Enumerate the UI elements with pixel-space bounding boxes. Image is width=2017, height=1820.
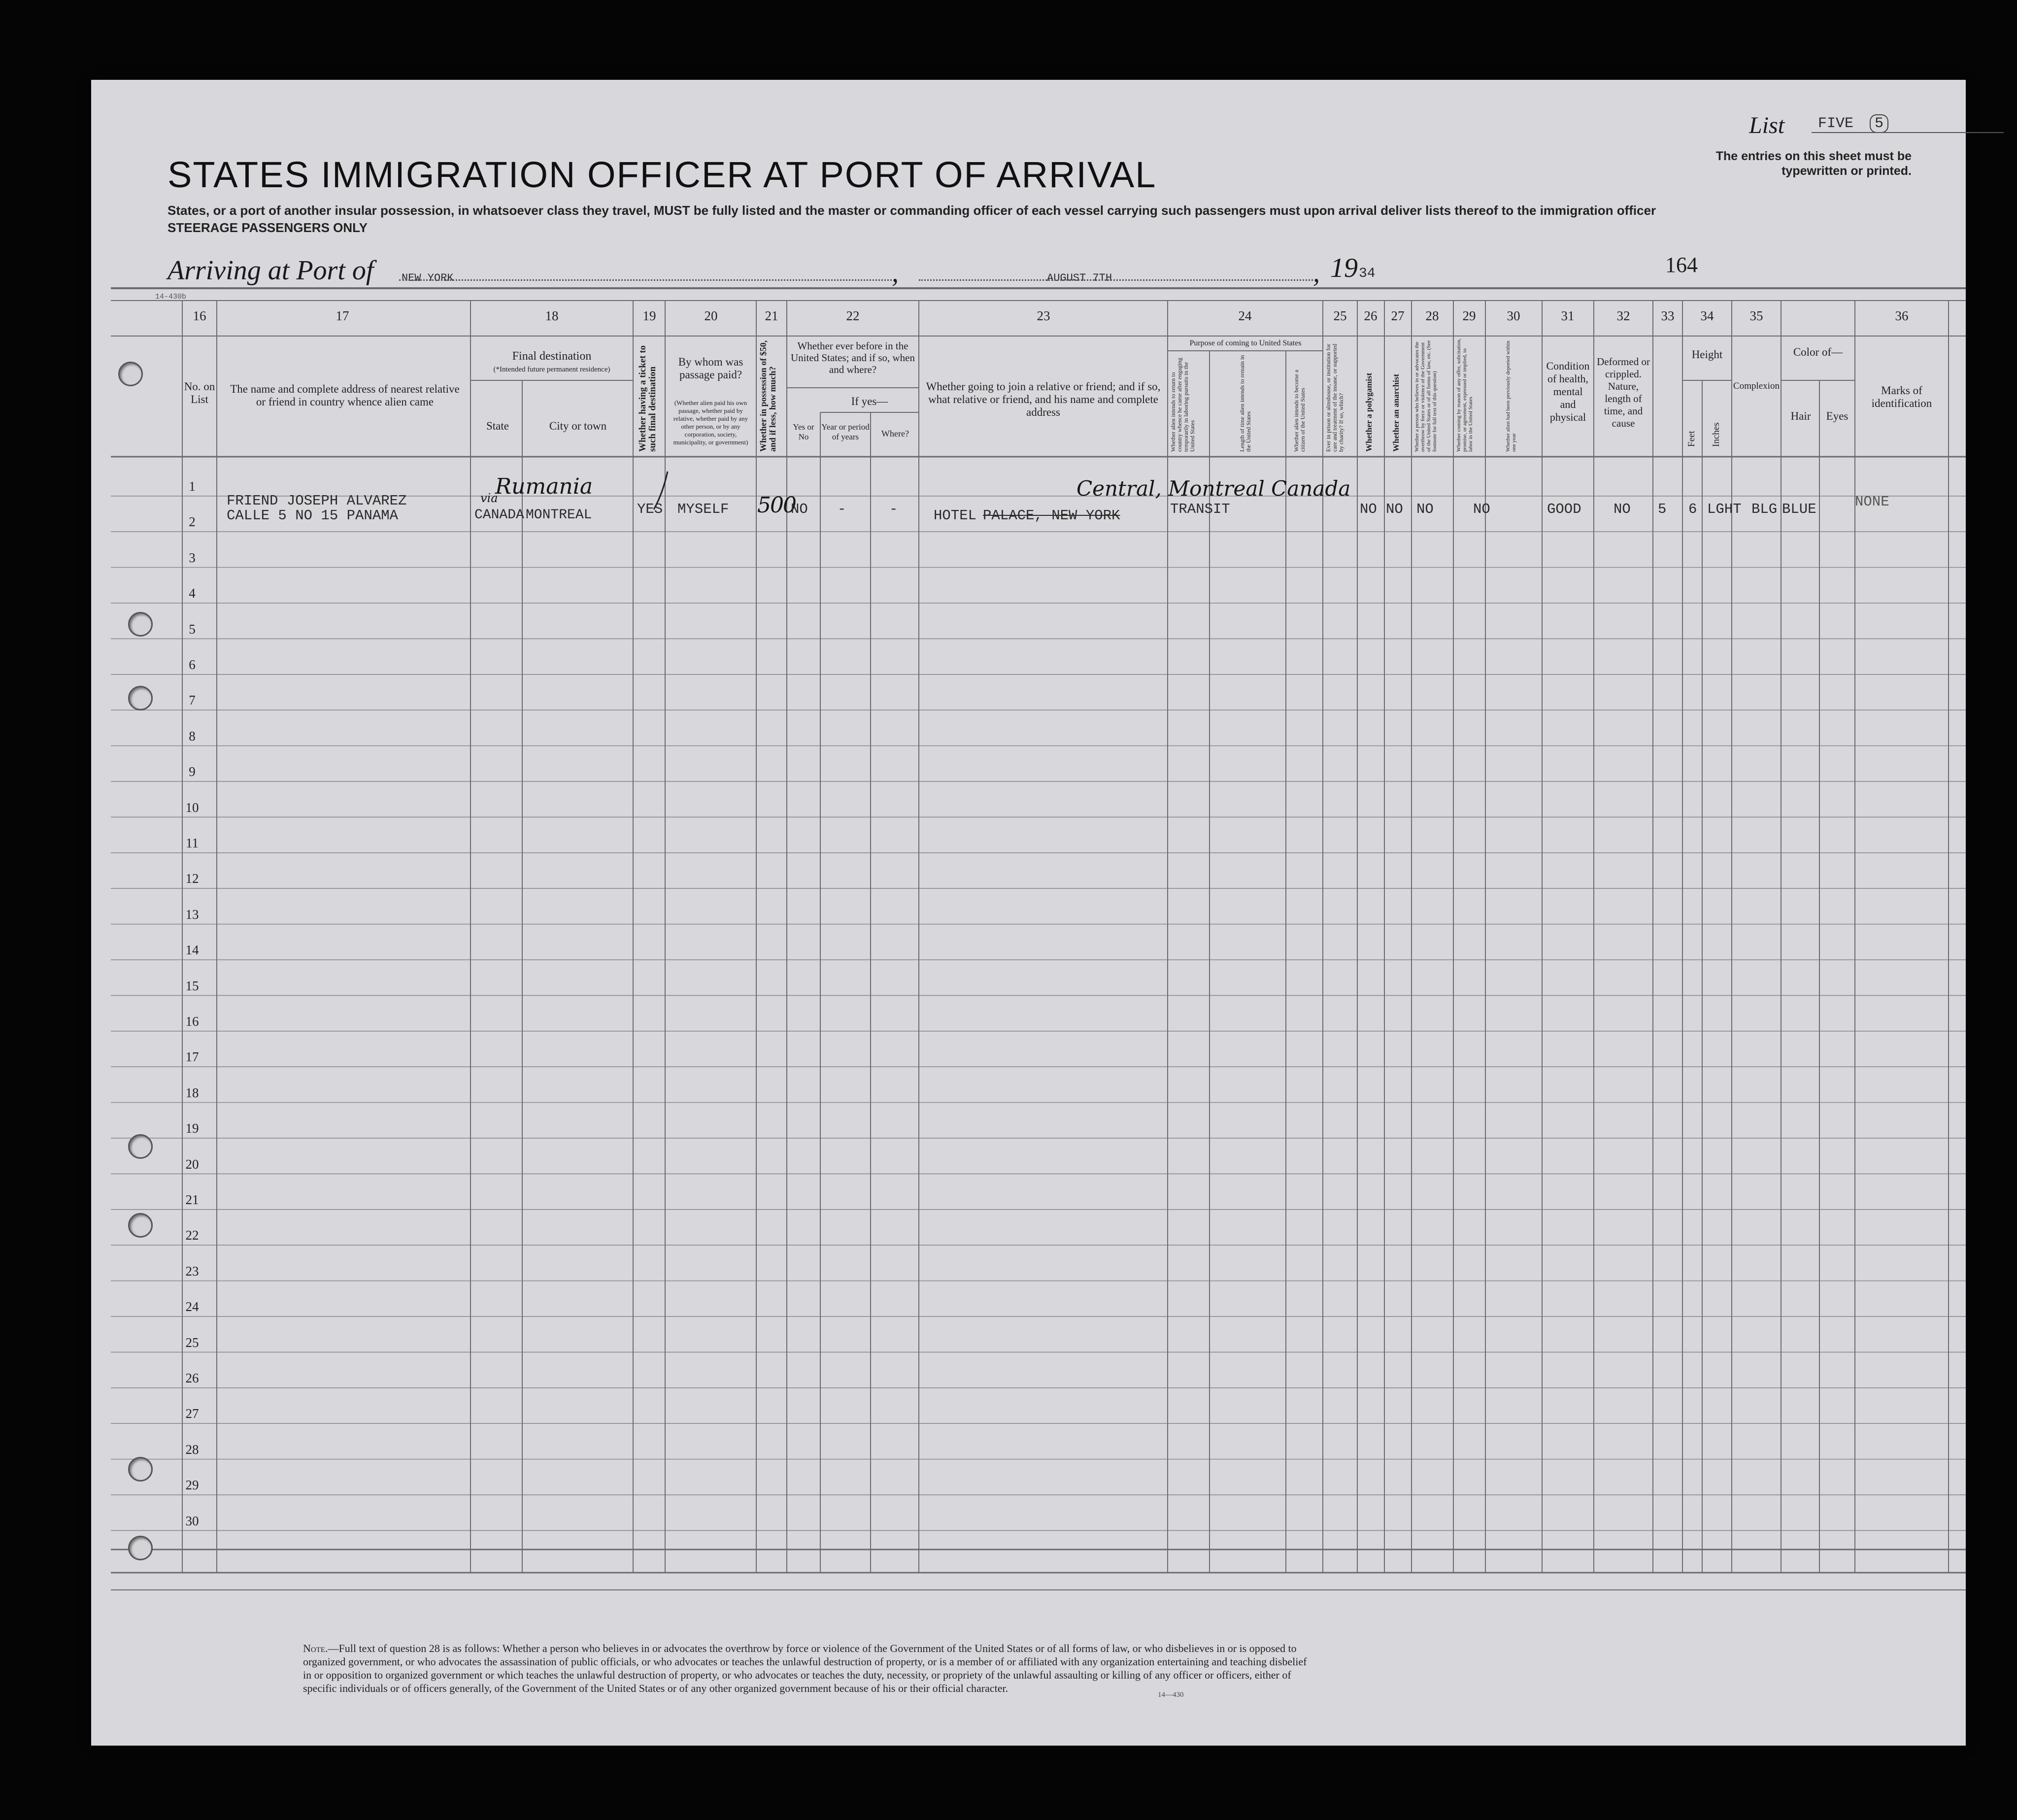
- col-num-18: 18: [545, 308, 559, 323]
- row-number: 4: [189, 586, 196, 601]
- manifest-sheet: List FIVE 5 The entries on this sheet must be typewritten or printed. STATES IMMIGRATION OFFICER AT PORT OF ARRIVAL States, or a port of another insular possession, in whatsoever class they travel, MUST be fully listed and the master or commanding officer of each vessel carrying such passengers must upon arrival deliver lists thereof to the immigration officer STEERAGE PASSENGERS ONLY Arriving at Port of NEW YORK , AUGUST 7TH , 19 34 164 14-430b 16 17 18 19 20 21 22 23 24 25 26 27 28 29 30 31 32 33 34 35 36 No. on List The name and complete address of nearest relative or friend in country whence alien came Final destination (*Intended future permanent residence) State City or town Whether having a ticket to such final destination By whom was passage paid? (Whether alien paid his own passage, whether paid by relative, whether paid by any other person, or by any corporation, society, municipality, or government) Whether in possession of $50, and if less, how much? Whether ever before in the United States; and if so, when and where? Yes or No If yes— Year or period of years Where? Whether going to join a relative or friend; and if so, what relative or friend, and his name and complete address Purpose of coming to United States Whether alien intends to return to country whence he came after engaging temporarily in laboring pursuits in the United States Length of time alien intends to remain in the United States Whether alien intends to become a citizen of the United States Ever in prison or almshouse, or institution for care and treatment of the insane, or supported by charity? If so, which? Whether a polygamist Whether an anarchist Whether a person who believes in or advocates the overthrow by force or violence of the Government of the United States or of all forms of law, etc. (See footnote for full text of this question) Whether coming by reason of any offer, solicitation, promise, or agreement, expressed or implied, to labor in the United States Whether alien had been previously deported within one year Condition of health, mental and physical Deformed or crippled. Nature, length of time, and cause Height Feet Inches Complexion Color of— Hair Eyes Marks of identification 1 2 3 4 5 6 7 8 9 10 11 12 13 14 15 16 17 18 19 20 21 22 23 24 25 26 27 28 29 30 FRIEND JOSEPH ALVAREZ CALLE 5 NO 15 PANAMA Rumania via CANADA MONTREAL YES MYSELF 500 NO - - Central, Montreal Canada HOTEL PALACE, NEW YORK TRANSIT NO NO NO NO GOOD NO 5 6 LGHT BLG BLUE NONE Note.—Full text of question 28 is as follows: Whether a person who believes in or advocates the overthrow by force or violence of the Government of the United States or of all forms of law, or who disbelieves in or is opposed to organized government, or who advocates the assassination of public officials, or who advocates or teaches the unlawful destruction of property, or is a member of or affiliated with any organization entertaining and teaching disbelief in or opposition to organized government or which teaches the unlawful destruction of property, or who advocates or teaches the duty, necessity, or propriety of the unlawful assaulting or killing of any officer or officers, either of specific individuals or of officers generally, of the Government of the United States or of any other organized government because of his or their official character. 14—430: [91, 80, 1966, 1746]
- hdr-hair: Hair: [1790, 410, 1811, 422]
- hdr-city: City or town: [549, 420, 607, 432]
- entry-handwritten-destination: Rumania: [495, 474, 593, 499]
- col-num-25: 25: [1333, 308, 1347, 323]
- arriving-label: Arriving at Port of: [168, 255, 374, 286]
- entries-note: The entries on this sheet must be typewritten or printed.: [1715, 149, 1912, 178]
- hdr-passage-paid: By whom was passage paid?: [678, 356, 743, 381]
- hdr-labor-offer: Whether coming by reason of any offer, solicitation, promise, or agreement, expressed or implied, to labor in the United States: [1456, 338, 1474, 452]
- binder-hole: [128, 1536, 153, 1560]
- binder-hole: [128, 1213, 153, 1238]
- row-number: 5: [189, 621, 196, 637]
- hdr-eyes: Eyes: [1826, 410, 1849, 422]
- entry-feet: 5: [1658, 501, 1667, 517]
- row-number: 25: [185, 1335, 199, 1350]
- list-number: 5: [1870, 114, 1888, 133]
- col-num-20: 20: [704, 308, 718, 323]
- footer-note: [303, 1642, 1313, 1695]
- entry-join-prefix: HOTEL: [934, 507, 977, 524]
- row-number: 14: [185, 943, 199, 958]
- binder-hole: [128, 612, 153, 637]
- entry-year-dash: -: [838, 501, 846, 517]
- footer-note-text: —Full text of question 28 is as follows: Whether a person who believes in or advocates the overthrow by force or violence of the Government of the United States or of all forms of law, or who disbelieves in or is opposed to organized government, or who advocates the assassination of public officials, or who advocates or teaches the unlawful destruction of property, or is a member of or affiliated with any organization entertaining and teaching disbelief in or opposition to organized government or which teaches the unlawful destruction of property, or who advocates or teaches the duty, necessity, or propriety of the unlawful assaulting or killing of any officer or officers, either of specific individuals or of officers generally, of the Government of the United States or of any other organized government because of his or their official character.: [303, 1642, 1307, 1694]
- entry-relative-line2: CALLE 5 NO 15 PANAMA: [227, 507, 399, 524]
- hdr-final-destination-note: (*Intended future permanent residence): [493, 366, 610, 373]
- row-number: 15: [185, 978, 199, 993]
- hdr-marks: Marks of identification: [1871, 384, 1932, 409]
- entry-state: CANADA: [474, 507, 524, 523]
- hdr-anarchist: Whether an anarchist: [1391, 373, 1401, 452]
- hdr-deformed: Deformed or crippled. Nature, length of time, and cause: [1597, 356, 1650, 429]
- hdr-if-yes: If yes—: [851, 395, 888, 407]
- form-title: STATES IMMIGRATION OFFICER AT PORT OF ARRIVAL: [168, 154, 1157, 195]
- hdr-ticket: Whether having a ticket to such final destination: [638, 345, 658, 452]
- binder-hole: [128, 1134, 153, 1159]
- entry-complexion: LGHT: [1707, 501, 1742, 517]
- col-num-31: 31: [1561, 308, 1575, 323]
- row-number: 30: [185, 1513, 199, 1528]
- date-value: AUGUST 7TH: [1047, 272, 1112, 284]
- entry-ticket: YES: [637, 501, 663, 517]
- col-num-19: 19: [642, 308, 656, 323]
- row-number: 19: [185, 1121, 199, 1136]
- hdr-before-in-us: Whether ever before in the United States; and if so, when and where?: [791, 340, 915, 375]
- row-number: 7: [189, 693, 196, 708]
- col-num-30: 30: [1507, 308, 1520, 323]
- row-number: 8: [189, 728, 196, 743]
- row-number: 26: [185, 1371, 199, 1385]
- entry-marks: NONE: [1855, 494, 1889, 510]
- hdr-purpose: Purpose of coming to United States: [1189, 339, 1302, 347]
- hdr-yes-or-no: Yes or No: [793, 422, 814, 441]
- entry-join-handwritten: Central, Montreal Canada: [1076, 476, 1351, 501]
- hdr-inches: Inches: [1711, 422, 1721, 447]
- instruction-line-2: STEERAGE PASSENGERS ONLY: [168, 220, 368, 235]
- entry-before-in-us: NO: [791, 501, 808, 517]
- hdr-prison: Ever in prison or almshouse, or institution for care and treatment of the insane, or supported by charity? If so, which?: [1325, 343, 1345, 452]
- row-number: 6: [189, 657, 196, 672]
- entry-health: GOOD: [1547, 501, 1581, 517]
- year-suffix: 34: [1359, 266, 1376, 281]
- col-num-35: 35: [1749, 308, 1763, 323]
- row-number: 9: [189, 764, 196, 779]
- form-number-top: 14-430b: [155, 293, 187, 301]
- hdr-join-relative: Whether going to join a relative or friend; and if so, what relative or friend, and his name and complete address: [926, 380, 1161, 418]
- port-value: NEW YORK: [402, 272, 454, 284]
- col-num-16: 16: [193, 308, 206, 323]
- col-num-21: 21: [765, 308, 778, 323]
- entry-paid-by: MYSELF: [677, 501, 729, 517]
- footer-form-number: 14—430: [1158, 1691, 1184, 1699]
- year-prefix: 19: [1330, 253, 1358, 283]
- row-number: 21: [185, 1192, 199, 1207]
- col-num-27: 27: [1391, 308, 1405, 323]
- row-number: 18: [185, 1085, 199, 1100]
- hdr-deported: Whether alien had been previously deported within one year: [1505, 340, 1517, 452]
- hdr-money: Whether in possession of $50, and if less, how much?: [758, 340, 777, 452]
- entry-city: MONTREAL: [526, 507, 592, 523]
- hdr-final-destination: Final destination: [512, 350, 592, 363]
- row-number: 10: [185, 800, 199, 815]
- col-num-23: 23: [1037, 308, 1050, 323]
- hdr-height: Height: [1691, 348, 1723, 361]
- row-number: 13: [185, 907, 199, 922]
- hdr-purpose-length: Length of time alien intends to remain in the United States: [1239, 355, 1252, 452]
- hdr-no-on-list: No. on List: [184, 380, 215, 405]
- hdr-polygamist: Whether a polygamist: [1364, 372, 1374, 452]
- col-num-26: 26: [1364, 308, 1378, 323]
- entry-labor-offer: NO: [1473, 501, 1490, 517]
- hdr-where: Where?: [881, 429, 909, 438]
- binder-hole: [128, 1457, 153, 1482]
- entry-polygamist: NO: [1360, 501, 1377, 517]
- binder-hole: [128, 686, 153, 710]
- entry-handwritten-via: via: [480, 491, 498, 505]
- col-num-33: 33: [1661, 308, 1675, 323]
- entry-deformed: NO: [1614, 501, 1631, 517]
- entry-purpose: TRANSIT: [1170, 501, 1230, 517]
- list-label: List: [1749, 112, 1785, 138]
- row-number: 29: [185, 1478, 199, 1493]
- col-num-36: 36: [1895, 308, 1909, 323]
- row-number: 17: [185, 1049, 199, 1065]
- hdr-state: State: [486, 420, 509, 432]
- hdr-year-period: Year or period of years: [821, 422, 870, 441]
- entry-inches: 6: [1688, 501, 1697, 517]
- entry-join-struck: PALACE, NEW YORK: [983, 507, 1120, 524]
- col-num-17: 17: [336, 308, 349, 323]
- hdr-health: Condition of health, mental and physical: [1546, 360, 1590, 423]
- row-number: 23: [185, 1263, 199, 1279]
- hdr-purpose-citizen: Whether alien intends to become a citizen of the United States: [1293, 370, 1306, 452]
- col-num-32: 32: [1616, 308, 1630, 323]
- row-number: 3: [189, 550, 196, 565]
- hdr-color-of: Color of—: [1793, 346, 1843, 358]
- entry-money: 500: [757, 493, 796, 518]
- col-num-24: 24: [1238, 308, 1252, 323]
- entry-where-dash: -: [889, 501, 898, 517]
- col-num-28: 28: [1425, 308, 1439, 323]
- page-number: 164: [1665, 253, 1698, 277]
- hdr-purpose-return: Whether alien intends to return to country whence he came after engaging temporarily in laboring pursuits in the United States: [1170, 358, 1196, 452]
- row-number: 1: [189, 479, 196, 494]
- list-value: FIVE: [1818, 115, 1854, 132]
- entry-eyes: BLUE: [1782, 501, 1816, 517]
- row-number: 2: [189, 514, 196, 530]
- table-grid: [91, 80, 1966, 1746]
- instruction-line-1: States, or a port of another insular possession, in whatsoever class they travel, MUST be fully listed and the master or commanding officer of each vessel carrying such passengers must upon arrival deliver lists thereof to the immigration officer: [168, 203, 1656, 218]
- entry-relative-line1: FRIEND JOSEPH ALVAREZ: [227, 493, 407, 509]
- entry-hair: BLG: [1751, 501, 1778, 517]
- hdr-relative-friend: The name and complete address of nearest relative or friend in country whence alien came: [230, 383, 460, 408]
- hdr-complexion: Complexion: [1733, 381, 1780, 391]
- hdr-feet: Feet: [1686, 431, 1697, 447]
- hdr-overthrow: Whether a person who believes in or advocates the overthrow by force or violence of the Government of the United States or of all forms of law, etc. (See footnote for full text of this question): [1414, 340, 1438, 452]
- row-number: 16: [185, 1014, 199, 1029]
- entry-overthrow: NO: [1416, 501, 1434, 517]
- footer-note-label: Note.: [303, 1642, 328, 1654]
- binder-hole: [118, 362, 143, 386]
- row-number: 24: [185, 1299, 199, 1314]
- col-num-34: 34: [1700, 308, 1714, 323]
- row-number: 27: [185, 1406, 199, 1421]
- col-num-29: 29: [1462, 308, 1476, 323]
- row-number: 22: [185, 1228, 199, 1243]
- col-num-22: 22: [846, 308, 860, 323]
- row-number: 28: [185, 1442, 199, 1457]
- row-number: 11: [186, 836, 199, 850]
- row-number: 12: [185, 871, 199, 886]
- hdr-passage-paid-note: (Whether alien paid his own passage, whether paid by relative, whether paid by any other person, or by any corporation, society, municipality, or government): [673, 399, 748, 446]
- entry-anarchist: NO: [1386, 501, 1403, 517]
- row-number: 20: [185, 1156, 199, 1172]
